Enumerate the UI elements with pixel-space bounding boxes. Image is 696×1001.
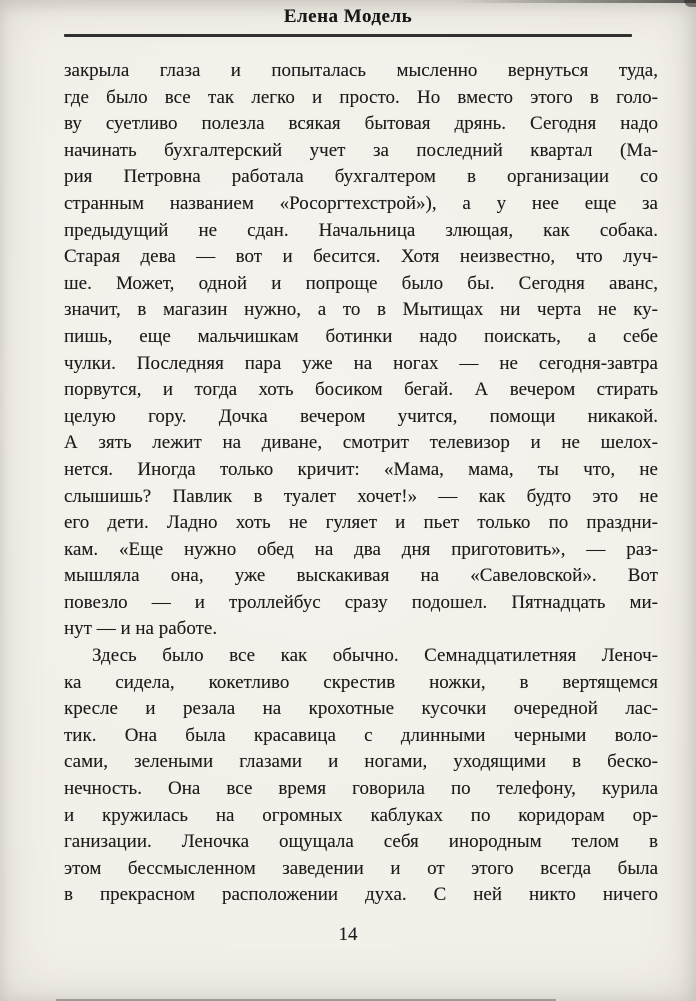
- text-line: кресле и резала на крохотные кусочки очередной лас-: [64, 698, 658, 720]
- text-line: нечность. Она все время говорила по телефону, курила: [64, 778, 658, 800]
- header-rule: [64, 34, 632, 37]
- text-line: целую гору. Дочка вечером учится, помощи никакой.: [64, 405, 658, 427]
- text-line: рия Петровна работала бухгалтером в организации со: [64, 166, 658, 188]
- text-line: слышишь? Павлик в туалет хочет!» — как будто это не: [64, 485, 658, 507]
- text-line: Старая дева — вот и бесится. Хотя неизвестно, что луч-: [64, 246, 658, 268]
- text-line: кам. «Еще нужно обед на два дня приготовить», — раз-: [64, 538, 658, 560]
- text-line: повезло — и троллейбус сразу подошел. Пятнадцать ми-: [64, 591, 658, 613]
- text-line: где было все так легко и просто. Но вместо этого в голо-: [64, 86, 658, 108]
- text-line: значит, в магазин нужно, а то в Мытищах ни черта не ку-: [64, 299, 658, 321]
- text-block: [64, 58, 658, 909]
- scan-artifact-top-edge: [456, 0, 696, 3]
- text-line: этом бессмысленном заведении и от этого всегда была: [64, 857, 658, 879]
- text-line: в прекрасном расположении духа. С ней никто ничего: [64, 884, 658, 906]
- text-line: А зять лежит на диване, смотрит телевизор и не шелох-: [64, 432, 658, 454]
- text-line: ка сидела, кокетливо скрестив ножки, в вертящемся: [64, 671, 658, 693]
- running-title: Елена Модель: [283, 6, 413, 27]
- page-number: 14: [338, 924, 358, 945]
- text-line: его дети. Ладно хоть не гуляет и пьет только по праздни-: [64, 512, 658, 534]
- text-line: ву суетливо полезла всякая бытовая дрянь. Сегодня надо: [64, 113, 658, 135]
- text-line: сами, зелеными глазами и ногами, уходящими в беско-: [64, 751, 658, 773]
- text-line: нут — и на работе.: [64, 618, 218, 640]
- text-line: нется. Иногда только кричит: «Мама, мама, ты что, не: [64, 458, 658, 480]
- text-line: тик. Она была красавица с длинными черными воло-: [64, 724, 658, 746]
- text-line: порвутся, и тогда хоть босиком бегай. А вечером стирать: [64, 379, 658, 401]
- text-line: мышляла она, уже выскакивая на «Савеловской». Вот: [64, 565, 658, 587]
- text-line: чулки. Последняя пара уже на ногах — не сегодня-завтра: [64, 352, 658, 374]
- text-line: предыдущий не сдан. Начальница злющая, как собака.: [64, 219, 658, 241]
- text-line: ганизации. Леночка ощущала себя инородным телом в: [64, 831, 658, 853]
- text-line: начинать бухгалтерский учет за последний квартал (Ма-: [64, 139, 658, 161]
- page-footer: [0, 924, 696, 946]
- text-line: странным названием «Росоргтехстрой»), а у нее еще за: [64, 192, 658, 214]
- text-line: пишь, еще мальчишкам ботинки надо поискать, а себе: [64, 325, 658, 347]
- text-line: и кружилась на огромных каблуках по коридорам ор-: [64, 804, 658, 826]
- text-line: закрыла глаза и попыталась мысленно вернуться туда,: [64, 60, 658, 81]
- page-header: [64, 6, 632, 37]
- text-line: ше. Может, одной и попроще было бы. Сегодня аванс,: [64, 272, 658, 294]
- text-line: Здесь было все как обычно. Семнадцатилетняя Леноч-: [92, 645, 658, 667]
- scan-artifact-corner: [684, 0, 696, 7]
